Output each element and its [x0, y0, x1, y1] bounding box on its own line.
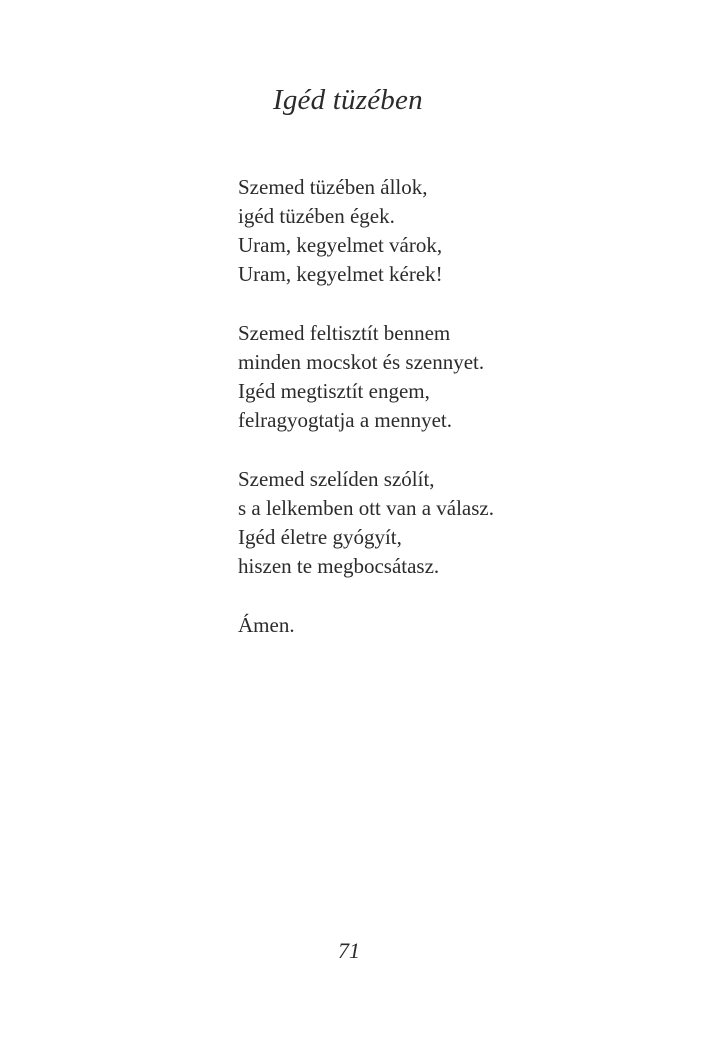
- poem-line: Szemed tüzében állok,: [238, 175, 428, 199]
- poem-title: Igéd tüzében: [273, 84, 423, 116]
- stanza-2: [238, 319, 678, 435]
- poem-body: [238, 173, 678, 640]
- poem-line: igéd tüzében égek.: [238, 204, 395, 228]
- poem-line: hiszen te megbocsátasz.: [238, 554, 440, 578]
- poem-line: Igéd életre gyógyít,: [238, 525, 402, 549]
- poem-line: Igéd megtisztít engem,: [238, 379, 430, 403]
- poem-line: felragyogtatja a mennyet.: [238, 408, 452, 432]
- poem-line: Szemed feltisztít bennem: [238, 321, 451, 345]
- poem-closing: Ámen.: [238, 613, 295, 637]
- poem-line: s a lelkemben ott van a válasz.: [238, 496, 494, 520]
- poem-line: Uram, kegyelmet kérek!: [238, 262, 443, 286]
- poem-line: Szemed szelíden szólít,: [238, 467, 435, 491]
- poem-line: minden mocskot és szennyet.: [238, 350, 485, 374]
- poem-line: Uram, kegyelmet várok,: [238, 233, 443, 257]
- page-number: 71: [338, 938, 360, 963]
- stanza-1: [238, 173, 678, 289]
- stanza-3: [238, 465, 678, 581]
